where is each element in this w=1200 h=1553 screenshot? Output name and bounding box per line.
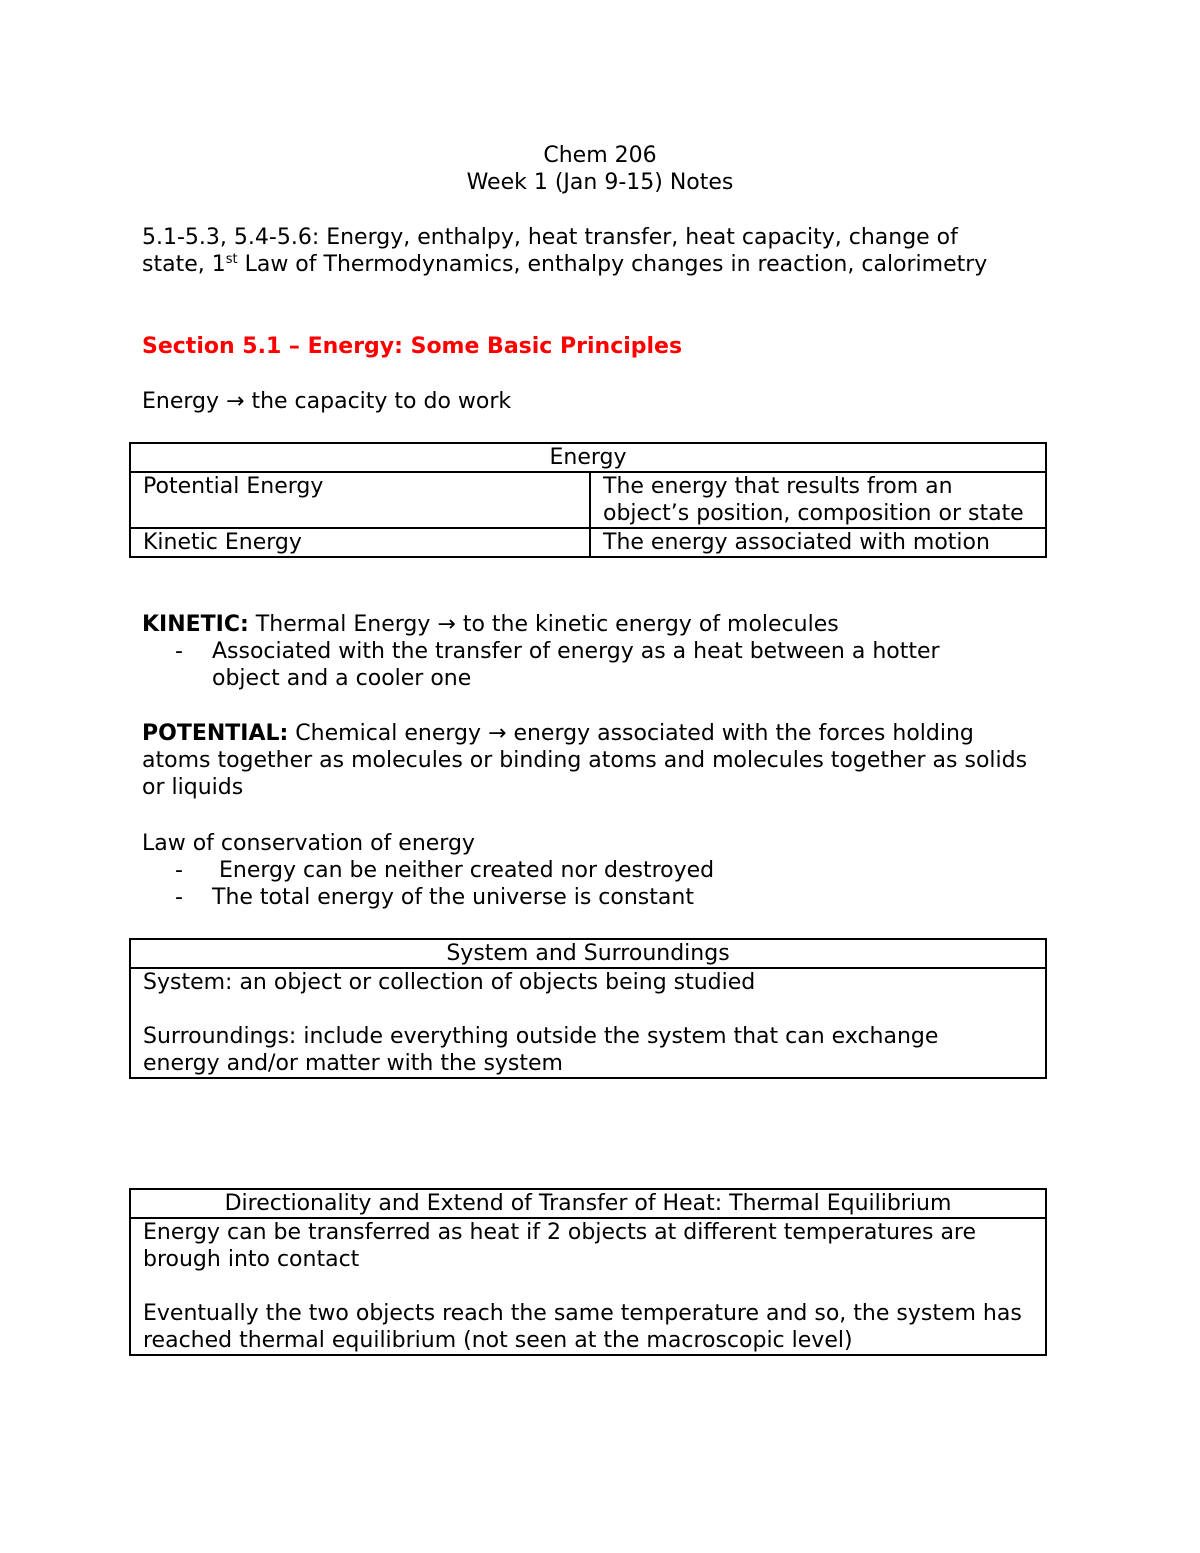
bullet-dash: - — [175, 885, 183, 910]
thermal-equilibrium-statement: Eventually the two objects reach the same temperature and so, the system has reached thermal equilibrium (not seen at the macroscopic level) — [143, 1301, 1022, 1353]
system-table-cell — [130, 968, 1046, 1078]
bullet-dash: - — [175, 858, 183, 883]
potential-paragraph — [142, 720, 1042, 801]
conservation-bullet: The total energy of the universe is constant — [212, 885, 694, 910]
potential-text: Chemical energy → energy associated with the forces holding atoms together as molecules or binding atoms and molecules together as solids or liquids — [142, 721, 1028, 800]
potential-label: POTENTIAL: — [142, 721, 289, 746]
energy-table-definition: The energy that results from an object’s position, composition or state — [590, 472, 1046, 528]
topics-line-2-post: Law of Thermodynamics, enthalpy changes in reaction, calorimetry — [237, 252, 988, 277]
table-row — [130, 472, 1046, 528]
system-definition: System: an object or collection of objects being studied — [143, 970, 756, 995]
energy-table-term: Kinetic Energy — [130, 528, 590, 557]
table-row — [130, 1218, 1046, 1355]
week-title: Week 1 (Jan 9-15) Notes — [466, 170, 734, 195]
table-row — [130, 968, 1046, 1078]
system-table-title: System and Surroundings — [130, 939, 1046, 968]
heat-table-cell — [130, 1218, 1046, 1355]
conservation-bullet: Energy can be neither created nor destroyed — [212, 858, 715, 883]
energy-table-definition: The energy associated with motion — [590, 528, 1046, 557]
topics-superscript: st — [225, 252, 238, 267]
course-title: Chem 206 — [543, 143, 657, 168]
energy-table — [129, 442, 1047, 558]
heat-transfer-table — [129, 1188, 1047, 1356]
heat-table-title: Directionality and Extend of Transfer of Heat: Thermal Equilibrium — [130, 1189, 1046, 1218]
energy-definition: Energy → the capacity to do work — [142, 389, 512, 414]
topics-line-2-pre: state, 1 — [142, 252, 226, 277]
topics-line-1: 5.1-5.3, 5.4-5.6: Energy, enthalpy, heat transfer, heat capacity, change of — [142, 225, 958, 250]
kinetic-bullet: Associated with the transfer of energy as a heat between a hotter object and a cooler one — [212, 639, 940, 691]
system-table — [129, 938, 1047, 1079]
energy-table-title: Energy — [130, 443, 1046, 472]
energy-table-term: Potential Energy — [130, 472, 590, 528]
kinetic-text: Thermal Energy → to the kinetic energy of molecules — [248, 612, 839, 637]
topics-line-2 — [142, 251, 1062, 278]
surroundings-definition: Surroundings: include everything outside the system that can exchange energy and/or matter with the system — [143, 1024, 939, 1076]
kinetic-label: KINETIC: — [142, 612, 249, 637]
heat-transfer-statement: Energy can be transferred as heat if 2 objects at different temperatures are brough into contact — [143, 1220, 977, 1272]
table-row — [130, 528, 1046, 557]
conservation-title: Law of conservation of energy — [142, 831, 475, 856]
kinetic-paragraph — [142, 611, 1062, 638]
section-heading: Section 5.1 – Energy: Some Basic Principles — [142, 334, 683, 359]
bullet-dash: - — [175, 639, 183, 664]
